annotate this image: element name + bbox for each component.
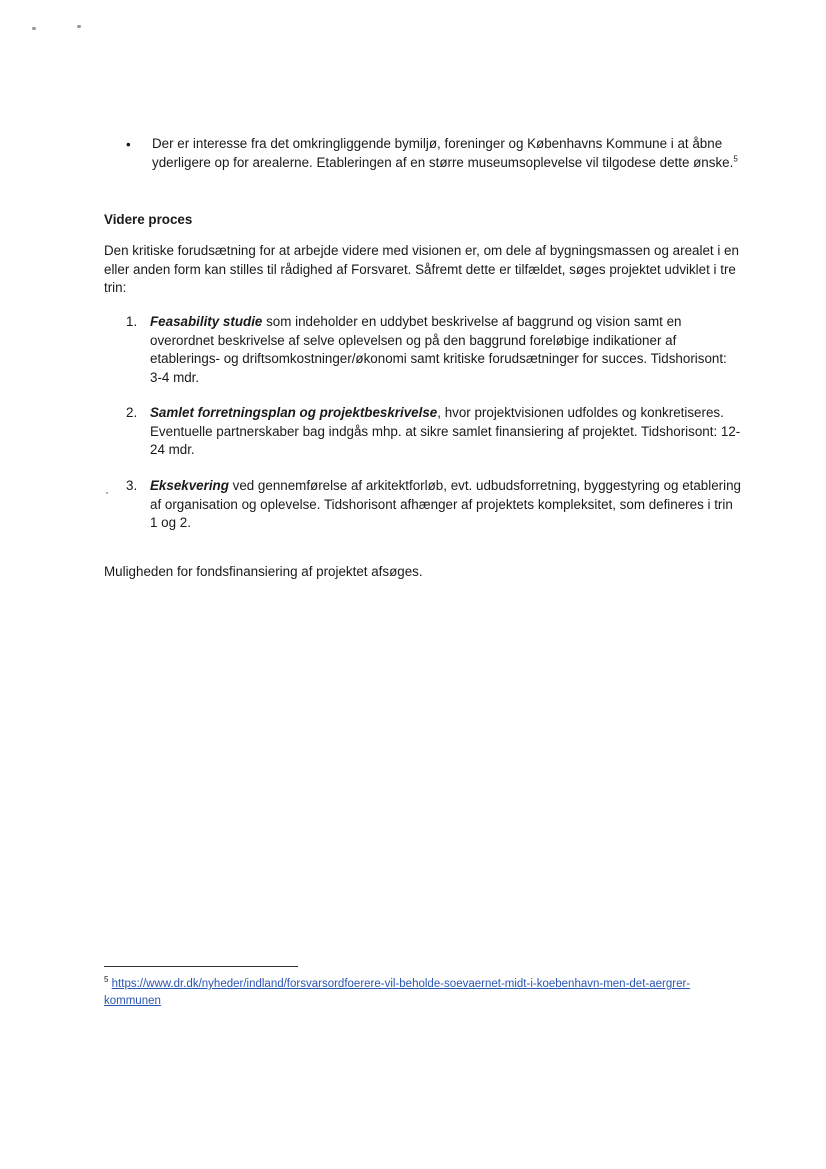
step-item [150,477,742,533]
footnote-link[interactable]: https://www.dr.dk/nyheder/indland/forsvarsordfoerere-vil-beholde-soevaernet-midt-i-koebenhavn-men-det-aergrer-kommunen [104,978,691,1007]
footnote-number: 5 [104,975,109,985]
step-title: Eksekvering [150,478,229,493]
bullet-text: Der er interesse fra det omkringliggende bymiljø, foreninger og Københavns Kommune i at åbne yderligere op for arealerne. Etableringen af en større museumsoplevelse vil tilgodese dette ønske. [152,136,734,170]
closing-paragraph: Muligheden for fondsfinansiering af projektet afsøges. [104,564,423,579]
step-title: Feasability studie [150,314,263,329]
step-text: , hvor projektvisionen udfoldes og konkretiseres. Eventuelle partnerskaber bag indgås mhp. at sikre samlet finansiering af projektet. Tidshorisont: 12-24 mdr. [150,405,741,457]
step-number: 2. [126,405,138,420]
step-text: ved gennemførelse af arkitektforløb, evt. udbudsforretning, byggestyring og etablering af organisation og oplevelse. Tidshorisont afhænger af projektets kompleksitet, som defineres i trin 1 og 2. [150,478,742,530]
footnote-ref: 5 [733,154,738,164]
footnote [104,976,734,1010]
section-heading: Videre proces [104,212,193,227]
step-item [150,404,742,460]
scan-speck [32,27,36,30]
intro-paragraph: Den kritiske forudsætning for at arbejde videre med visionen er, om dele af bygningsmassen og arealet i en eller anden form kan stilles til rådighed af Forsvaret. Såfremt dette er tilfældet, søges projektet udviklet i tre trin: [104,243,739,295]
scan-speck [77,25,81,28]
footnote-divider [104,966,298,967]
scan-speck [106,492,108,494]
step-number: 3. [126,478,138,493]
bullet-item [152,135,742,172]
step-item [150,313,742,387]
step-title: Samlet forretningsplan og projektbeskrivelse [150,405,438,420]
step-number: 1. [126,314,138,329]
bullet-marker: • [126,137,131,152]
step-text: som indeholder en uddybet beskrivelse af baggrund og vision samt en overordnet beskrivelse af selve oplevelsen og på den baggrund foreløbige indikationer af etablerings- og driftsomkostninger/økonomi samt kritiske forudsætninger for succes. Tidshorisont: 3-4 mdr. [150,314,727,385]
